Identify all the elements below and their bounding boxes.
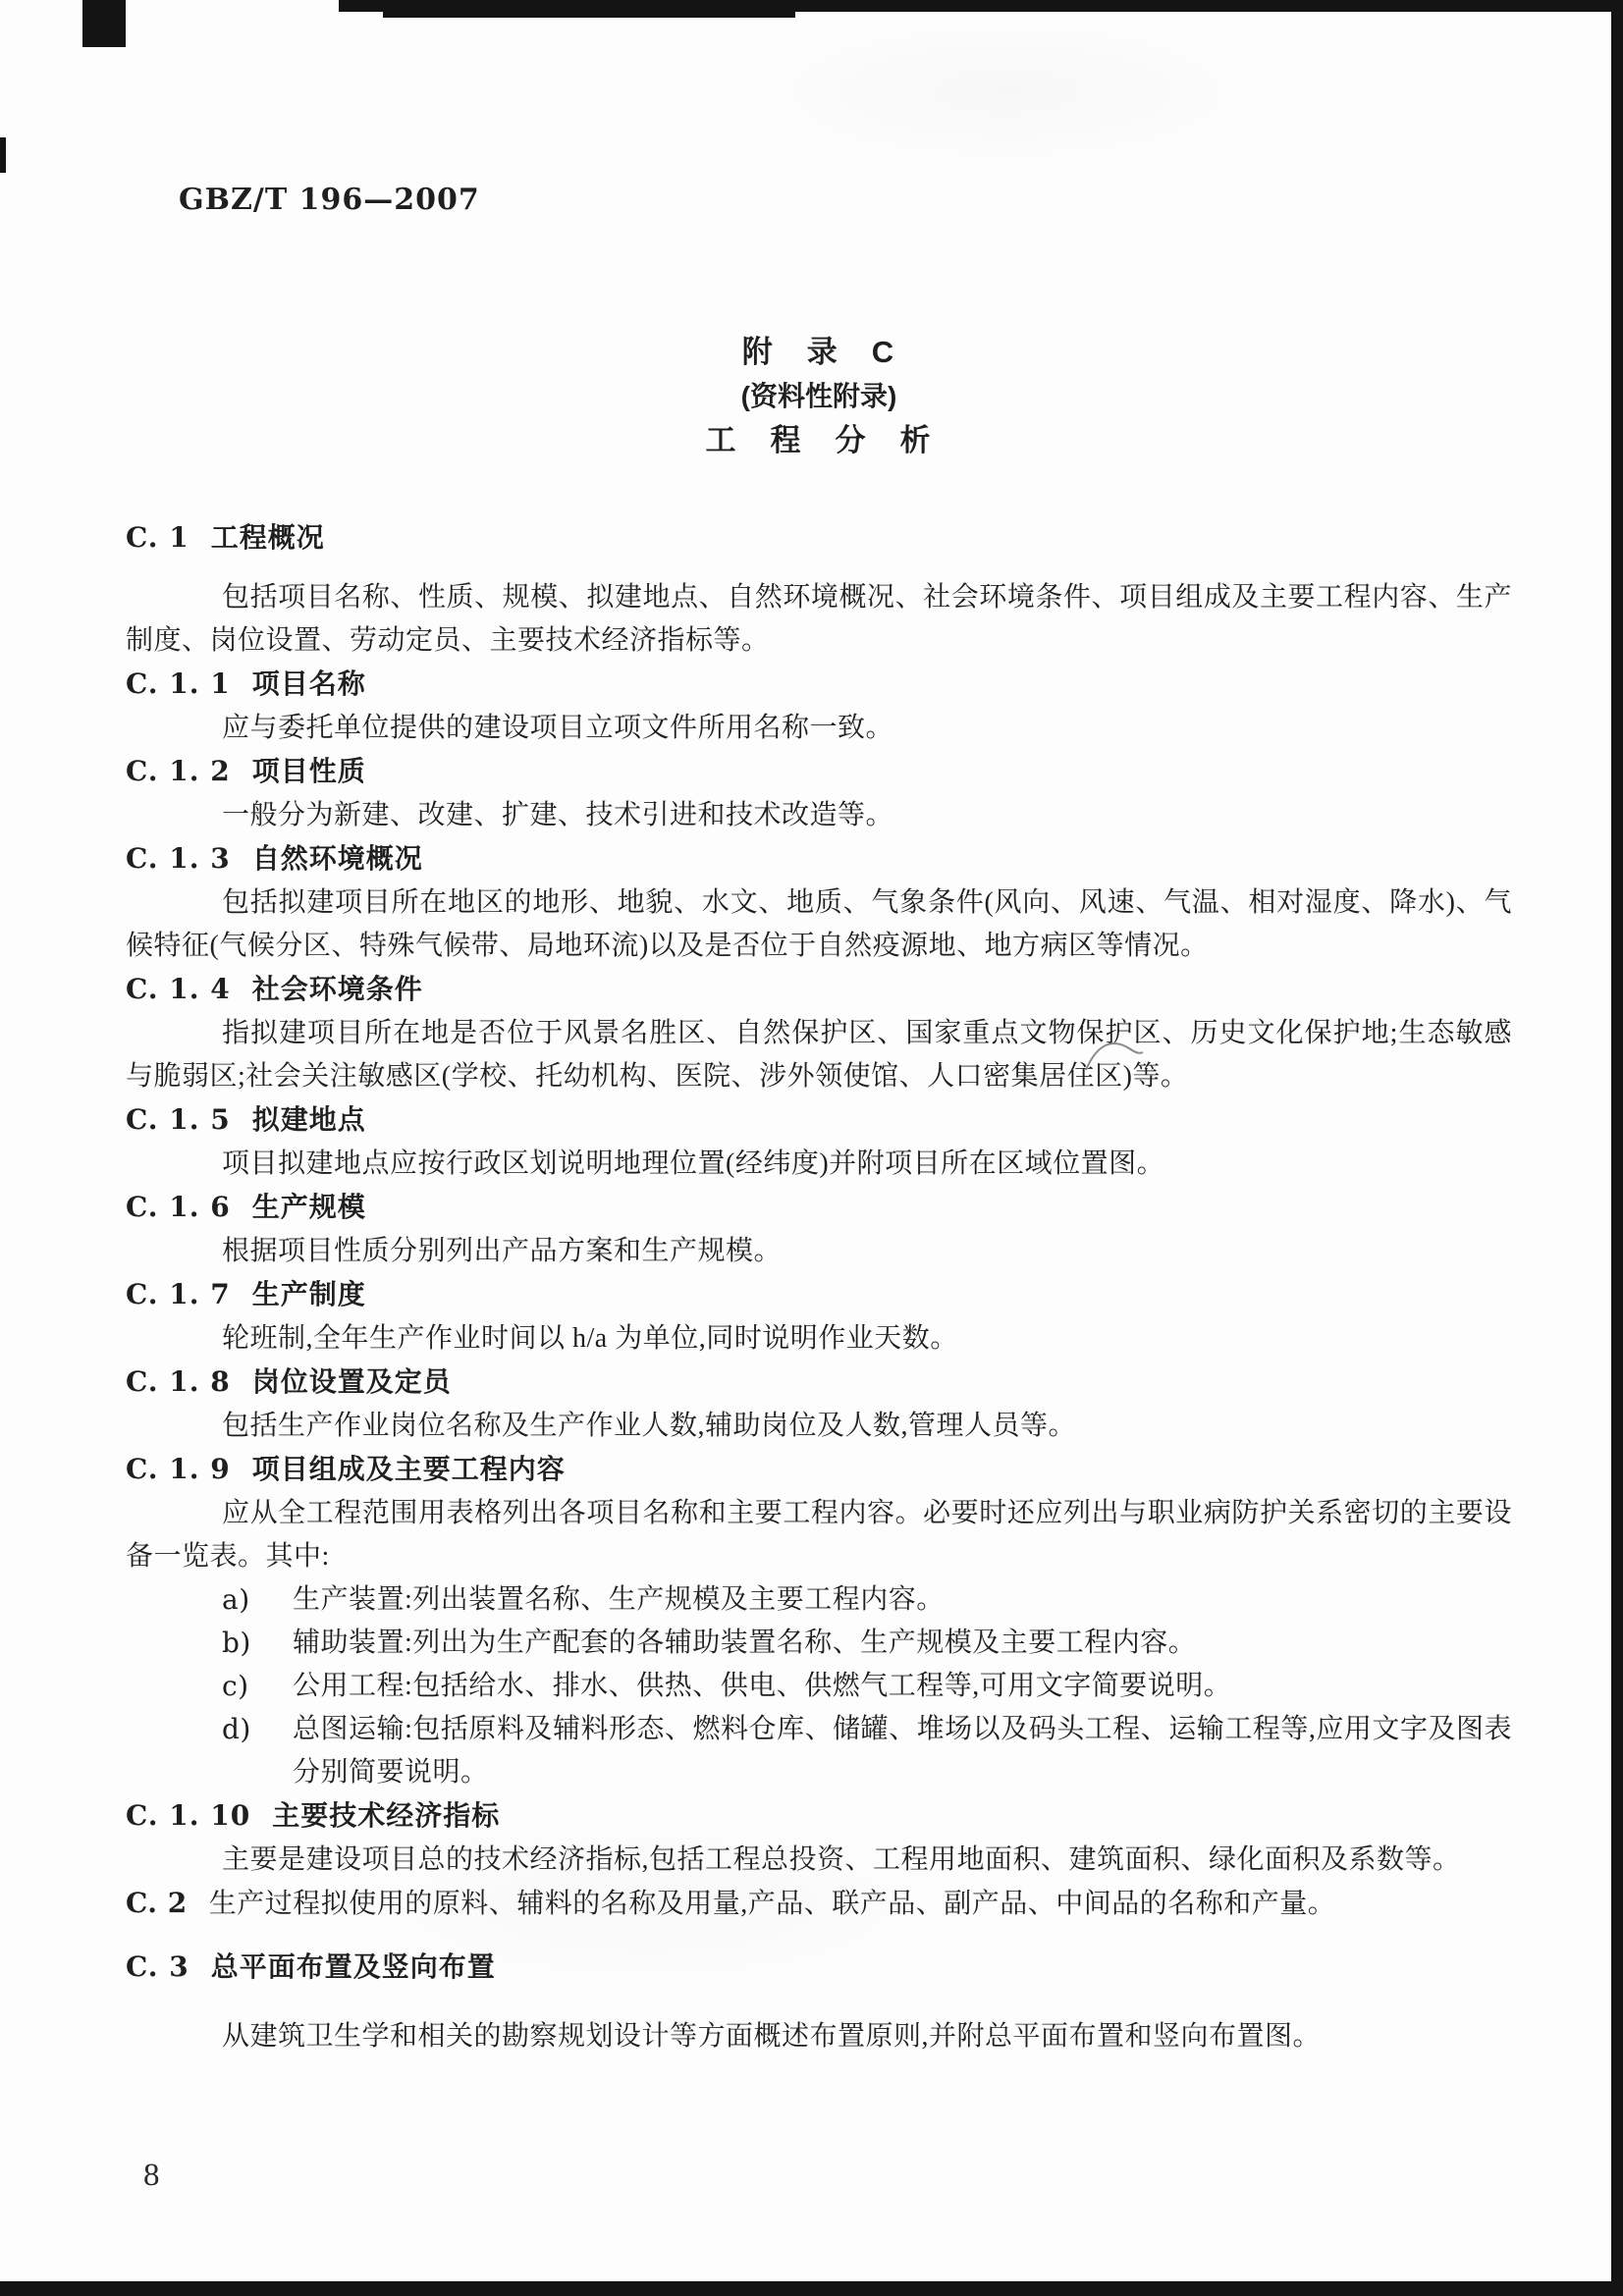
list-marker: b) (222, 1627, 251, 1659)
list-text: 总图运输:包括原料及辅料形态、燃料仓库、储罐、堆场以及码头工程、运输工程等,应用文字及图表分别简要说明。 (293, 1714, 1512, 1788)
para-c1-7-body: 轮班制,全年生产作业时间以 h/a 为单位,同时说明作业天数。 (222, 1323, 958, 1354)
clause-label: C. 1. 7 (126, 1278, 231, 1310)
clause-label: C. 1. 2 (126, 755, 231, 787)
clause-label: C. 1. 4 (126, 973, 231, 1005)
scan-artifact-top-left (82, 0, 126, 47)
clause-label: C. 1. 6 (126, 1191, 231, 1223)
standard-number: GBZ/T 196—2007 (179, 183, 480, 217)
clause-label: C. 2 (126, 1887, 188, 1919)
appendix-title-line3: 工 程 分 析 (705, 423, 933, 457)
clause-c2 (126, 1882, 1512, 1926)
pen-mark (1080, 1033, 1149, 1077)
heading-c1-3 (126, 837, 1512, 881)
scan-artifact-left-tick (0, 137, 6, 173)
heading-c1 (126, 516, 1512, 561)
clause-label: C. 1. 10 (126, 1799, 251, 1832)
list-item-c (126, 1665, 1512, 1708)
clause-title: 生产制度 (251, 1279, 366, 1309)
para-c1-6-body: 根据项目性质分别列出产品方案和生产规模。 (222, 1236, 783, 1266)
para-c1-1-body: 应与委托单位提供的建设项目立项文件所用名称一致。 (222, 713, 894, 743)
scan-artifact-top (339, 0, 1623, 12)
clause-text: 生产过程拟使用的原料、辅料的名称及用量,产品、联产品、副产品、中间品的名称和产量。 (208, 1889, 1336, 1919)
clause-title: 总平面布置及竖向布置 (210, 1951, 496, 1982)
heading-c1-2 (126, 750, 1512, 794)
para-c1-9-body: 应从全工程范围用表格列出各项目名称和主要工程内容。必要时还应列出与职业病防护关系密切的主要设备一览表。其中: (126, 1498, 1512, 1572)
para-c1-body: 包括项目名称、性质、规模、拟建地点、自然环境概况、社会环境条件、项目组成及主要工程内容、生产制度、岗位设置、劳动定员、主要技术经济指标等。 (126, 582, 1512, 656)
heading-c1-7 (126, 1273, 1512, 1317)
appendix-title-line1: 附 录 C (741, 335, 896, 369)
scan-artifact-right (1611, 0, 1623, 2296)
list-text: 辅助装置:列出为生产配套的各辅助装置名称、生产规模及主要工程内容。 (293, 1628, 1197, 1658)
heading-c1-4 (126, 968, 1512, 1012)
clause-label: C. 1. 9 (126, 1453, 231, 1485)
heading-c1-10 (126, 1794, 1512, 1839)
list-marker: c) (222, 1670, 249, 1702)
scan-artifact-bottom (0, 2281, 1623, 2296)
list-marker: a) (222, 1583, 250, 1616)
para-c1-10-body: 主要是建设项目总的技术经济指标,包括工程总投资、工程用地面积、建筑面积、绿化面积及系数等。 (222, 1844, 1461, 1875)
para-c3-body: 从建筑卫生学和相关的勘察规划设计等方面概述布置原则,并附总平面布置和竖向布置图。 (222, 2021, 1322, 2052)
clause-label: C. 1. 1 (126, 667, 231, 700)
clause-title: 生产规模 (251, 1192, 366, 1222)
clause-label: C. 1. 5 (126, 1103, 231, 1136)
para-c1-2-body: 一般分为新建、改建、扩建、技术引进和技术改造等。 (222, 800, 894, 830)
list-text: 生产装置:列出装置名称、生产规模及主要工程内容。 (293, 1584, 945, 1615)
heading-c1-6 (126, 1186, 1512, 1230)
clause-title: 主要技术经济指标 (272, 1800, 501, 1831)
clause-title: 项目名称 (251, 668, 366, 699)
appendix-title-line2: (资料性附录) (740, 381, 897, 411)
clause-label: C. 3 (126, 1950, 189, 1983)
page-number: 8 (143, 2158, 160, 2193)
clause-label: C. 1. 3 (126, 842, 231, 875)
para-c1-8-body: 包括生产作业岗位名称及生产作业人数,辅助岗位及人数,管理人员等。 (222, 1411, 1077, 1441)
para-c1-5-body: 项目拟建地点应按行政区划说明地理位置(经纬度)并附项目所在区域位置图。 (222, 1148, 1165, 1179)
heading-c1-8 (126, 1361, 1512, 1405)
clause-title: 工程概况 (210, 522, 325, 553)
heading-c1-1 (126, 663, 1512, 707)
clause-label: C. 1. 8 (126, 1365, 231, 1398)
list-item-b (126, 1622, 1512, 1665)
clause-title: 项目组成及主要工程内容 (251, 1454, 566, 1484)
heading-c3 (126, 1946, 1512, 1990)
clause-label: C. 1 (126, 521, 189, 554)
list-marker: d) (222, 1713, 251, 1745)
clause-title: 自然环境概况 (251, 843, 423, 874)
para-c1-4-body: 指拟建项目所在地是否位于风景名胜区、自然保护区、国家重点文物保护区、历史文化保护地;生态敏感与脆弱区;社会关注敏感区(学校、托幼机构、医院、涉外领使馆、人口密集居住区)等。 (126, 1018, 1512, 1092)
clause-title: 拟建地点 (251, 1104, 366, 1135)
heading-c1-9 (126, 1448, 1512, 1492)
clause-title: 项目性质 (251, 756, 366, 786)
clause-title: 岗位设置及定员 (251, 1366, 452, 1397)
heading-c1-5 (126, 1098, 1512, 1143)
para-c1-3-body: 包括拟建项目所在地区的地形、地貌、水文、地质、气象条件(风向、风速、气温、相对湿度、降水)、气候特征(气候分区、特殊气候带、局地环流)以及是否位于自然疫源地、地方病区等情况。 (126, 887, 1512, 961)
list-item-d (126, 1708, 1512, 1794)
scan-artifact-top-2 (383, 12, 795, 18)
list-text: 公用工程:包括给水、排水、供热、供电、供燃气工程等,可用文字简要说明。 (293, 1671, 1232, 1701)
list-item-a (126, 1578, 1512, 1622)
appendix-title-block (126, 330, 1512, 462)
clause-title: 社会环境条件 (251, 974, 423, 1004)
